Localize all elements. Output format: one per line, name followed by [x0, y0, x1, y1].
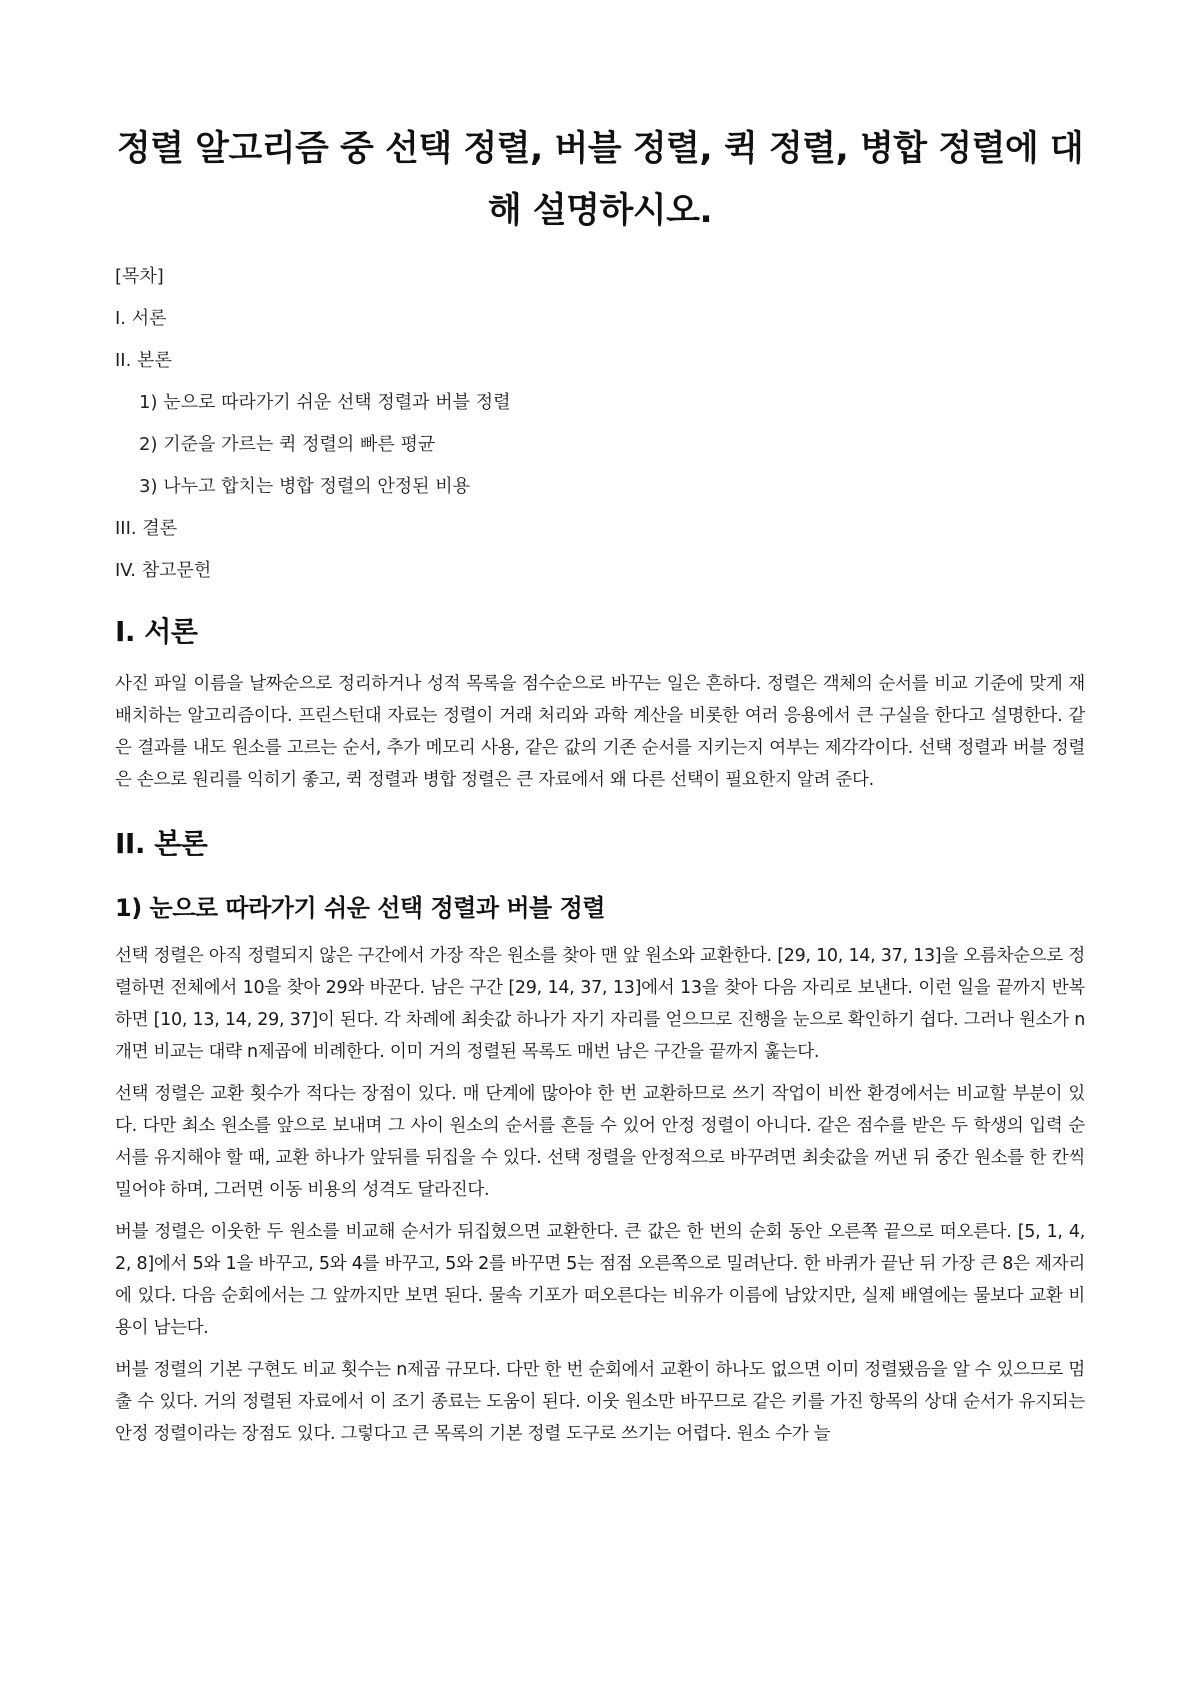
body-paragraph: 선택 정렬은 아직 정렬되지 않은 구간에서 가장 작은 원소를 찾아 맨 앞 원소와 교환한다. [29, 10, 14, 37, 13]을 오름차순으로 정렬하면 전체에서 10을 찾아 29와 바꾼다. 남은 구간 [29, 14, 37, 13]에서 13을 찾아 다음 자리로 보낸다. 이런 일을 끝까지 반복하면 [10, 13, 14, 29, 37]이 된다. 각 차례에 최솟값 하나가 자기 자리를 얻으므로 진행을 눈으로 확인하기 쉽다. 그러나 원소가 n개면 비교는 대략 n제곱에 비례한다. 이미 거의 정렬된 목록도 매번 남은 구간을 끝까지 훑는다. [115, 946, 1085, 1062]
intro-paragraph: 사진 파일 이름을 날짜순으로 정리하거나 성적 목록을 점수순으로 바꾸는 일은 흔하다. 정렬은 객체의 순서를 비교 기준에 맞게 재배치하는 알고리즘이다. 프린스턴대 자료는 정렬이 거래 처리와 과학 계산을 비롯한 여러 응용에서 큰 구실을 한다고 설명한다. 같은 결과를 내도 원소를 고르는 순서, 추가 메모리 사용, 같은 값의 기존 순서를 지키는지 여부는 제각각이다. 선택 정렬과 버블 정렬은 손으로 원리를 익히기 좋고, 퀵 정렬과 병합 정렬은 큰 자료에서 왜 다른 선택이 필요한지 알려 준다. [115, 674, 1085, 790]
body-paragraph: 버블 정렬의 기본 구현도 비교 횟수는 n제곱 규모다. 다만 한 번 순회에서 교환이 하나도 없으면 이미 정렬됐음을 알 수 있으므로 멈출 수 있다. 거의 정렬된 자료에서 이 조기 종료는 도움이 된다. 이웃 원소만 바꾸므로 같은 키를 가진 항목의 상대 순서가 유지되는 안정 정렬이라는 장점도 있다. 그렇다고 큰 목록의 기본 정렬 도구로 쓰기는 어렵다. 원소 수가 늘 [115, 1360, 1085, 1444]
toc-item-body-1: 1) 눈으로 따라가기 쉬운 선택 정렬과 버블 정렬 [139, 392, 511, 413]
document-title: 정렬 알고리즘 중 선택 정렬, 버블 정렬, 퀵 정렬, 병합 정렬에 대해 설명하시오. [116, 129, 1084, 231]
toc-heading: [목차] [115, 266, 164, 287]
body-paragraph: 선택 정렬은 교환 횟수가 적다는 장점이 있다. 매 단계에 많아야 한 번 교환하므로 쓰기 작업이 비싼 환경에서는 비교할 부분이 있다. 다만 최소 원소를 앞으로 보내며 그 사이 원소의 순서를 흔들 수 있어 안정 정렬이 아니다. 같은 점수를 받은 두 학생의 입력 순서를 유지해야 할 때, 교환 하나가 앞뒤를 뒤집을 수 있다. 선택 정렬을 안정적으로 바꾸려면 최솟값을 꺼낸 뒤 중간 원소를 한 칸씩 밀어야 하며, 그러면 이동 비용의 성격도 달라진다. [115, 1084, 1085, 1200]
toc-item-body-3: 3) 나누고 합치는 병합 정렬의 안정된 비용 [139, 476, 471, 497]
toc-item-body-2: 2) 기준을 가르는 퀵 정렬의 빠른 평균 [139, 434, 436, 455]
toc-item-body: II. 본론 [115, 350, 172, 371]
body-paragraph: 버블 정렬은 이웃한 두 원소를 비교해 순서가 뒤집혔으면 교환한다. 큰 값은 한 번의 순회 동안 오른쪽 끝으로 떠오른다. [5, 1, 4, 2, 8]에서 5와 1을 바꾸고, 5와 4를 바꾸고, 5와 2를 바꾸면 5는 점점 오른쪽으로 밀려난다. 한 바퀴가 끝난 뒤 가장 큰 8은 제자리에 있다. 다음 순회에서는 그 앞까지만 보면 된다. 물속 기포가 떠오른다는 비유가 이름에 남았지만, 실제 배열에는 물보다 교환 비용이 남는다. [115, 1222, 1085, 1338]
table-of-contents [115, 264, 1085, 584]
toc-item-conclusion: III. 결론 [115, 518, 178, 539]
section-heading-body: II. 본론 [115, 827, 208, 860]
subsection-heading-1: 1) 눈으로 따라가기 쉬운 선택 정렬과 버블 정렬 [115, 894, 605, 922]
toc-item-intro: I. 서론 [115, 308, 167, 329]
section-heading-intro: I. 서론 [115, 615, 198, 648]
toc-item-references: IV. 참고문헌 [115, 560, 212, 581]
